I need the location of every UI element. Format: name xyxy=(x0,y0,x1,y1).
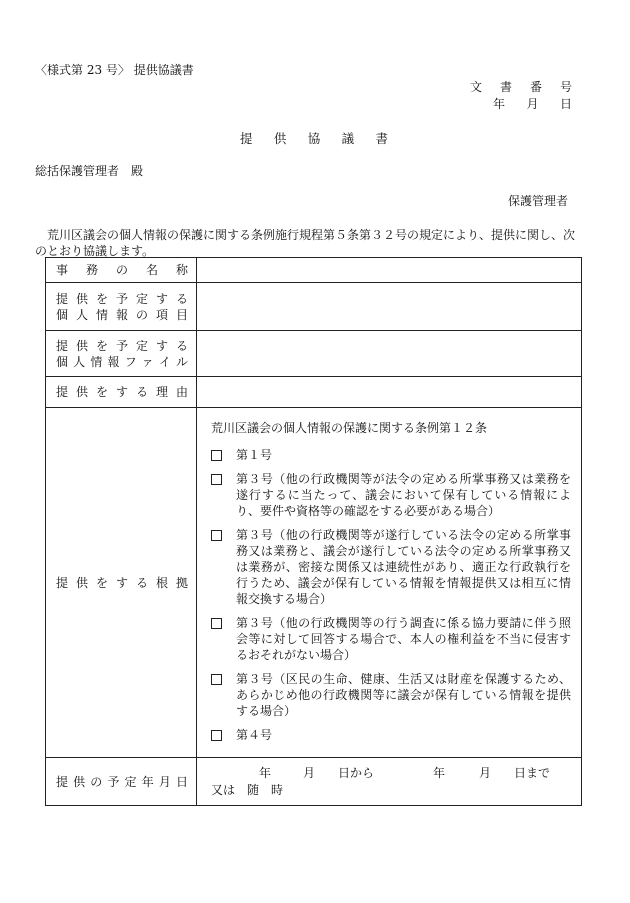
recipient: 総括保護管理者 殿 xyxy=(35,164,144,178)
field-personal-info-file[interactable] xyxy=(197,331,582,377)
document-number-label: 文 書 番 号 xyxy=(470,80,572,94)
to-month: 月 xyxy=(479,765,492,780)
label-business-name: 事務の名称 xyxy=(46,258,197,283)
basis-option: 第３号（区民の生命、健康、生活又は財産を保護するため、あらかじめ他の行政機関等に議会が保有している情報を提供する場合） xyxy=(211,671,571,719)
checkbox-icon[interactable] xyxy=(211,674,222,685)
label-personal-info-file: 提供を予定する 個人情報ファイル xyxy=(46,331,197,377)
table-row-personal-info-file xyxy=(46,331,582,377)
intro-paragraph: 荒川区議会の個人情報の保護に関する条例施行規程第５条第３２号の規定により、提供に関し、次のとおり協議します。 xyxy=(35,228,576,258)
label-personal-info-items: 提供を予定する 個人情報の項目 xyxy=(46,283,197,331)
checkbox-icon[interactable] xyxy=(211,530,222,541)
consultation-table xyxy=(45,257,582,806)
basis-option: 第３号（他の行政機関等が遂行している法令の定める所掌事務又は業務と、議会が遂行している法令の定める所掌事務又は業務が、密接な関係又は連続性があり、適正な行政執行を行うため、議会が保有している情報を情報提供又は相互に情報交換する場合） xyxy=(211,527,571,607)
field-planned-date[interactable] xyxy=(197,758,582,806)
field-business-name[interactable] xyxy=(197,258,582,283)
basis-option: 第４号 xyxy=(211,727,571,743)
checkbox-icon[interactable] xyxy=(211,730,222,741)
basis-option: 第１号 xyxy=(211,447,571,463)
from-year: 年 xyxy=(259,765,272,780)
table-row-business-name xyxy=(46,258,582,283)
label-planned-date: 提供の予定年月日 xyxy=(46,758,197,806)
label-basis: 提供をする根拠 xyxy=(46,408,197,758)
to-year: 年 xyxy=(433,765,446,780)
document-date-label: 年 月 日 xyxy=(493,97,572,111)
table-row-planned-date xyxy=(46,758,582,806)
label-reason: 提供をする理由 xyxy=(46,377,197,408)
field-personal-info-items[interactable] xyxy=(197,283,582,331)
basis-title: 荒川区議会の個人情報の保護に関する条例第１２条 xyxy=(211,421,488,435)
date-range xyxy=(211,765,573,782)
field-reason[interactable] xyxy=(197,377,582,408)
table-row-reason xyxy=(46,377,582,408)
basis-option: 第３号（他の行政機関等が法令の定める所掌事務又は業務を遂行するに当たって、議会において保有している情報により、要件や資格等の確認をする必要がある場合） xyxy=(211,471,571,519)
from-day: 日から xyxy=(338,765,375,780)
document-title: 提 供 協 議 書 xyxy=(240,131,388,146)
sender: 保護管理者 xyxy=(508,194,569,208)
field-basis xyxy=(197,408,582,758)
to-day: 日まで xyxy=(514,765,551,780)
basis-option: 第３号（他の行政機関等の行う調査に係る協力要請に伴う照会等に対して回答する場合で、本人の権利益を不当に侵害するおそれがない場合） xyxy=(211,615,571,663)
date-alternative: 又は 随 時 xyxy=(211,782,284,797)
checkbox-icon[interactable] xyxy=(211,474,222,485)
form-number-label: 〈様式第 23 号〉 提供協議書 xyxy=(35,63,194,77)
from-month: 月 xyxy=(303,765,316,780)
table-row-personal-info-items xyxy=(46,283,582,331)
table-row-basis xyxy=(46,408,582,758)
checkbox-icon[interactable] xyxy=(211,618,222,629)
checkbox-icon[interactable] xyxy=(211,450,222,461)
